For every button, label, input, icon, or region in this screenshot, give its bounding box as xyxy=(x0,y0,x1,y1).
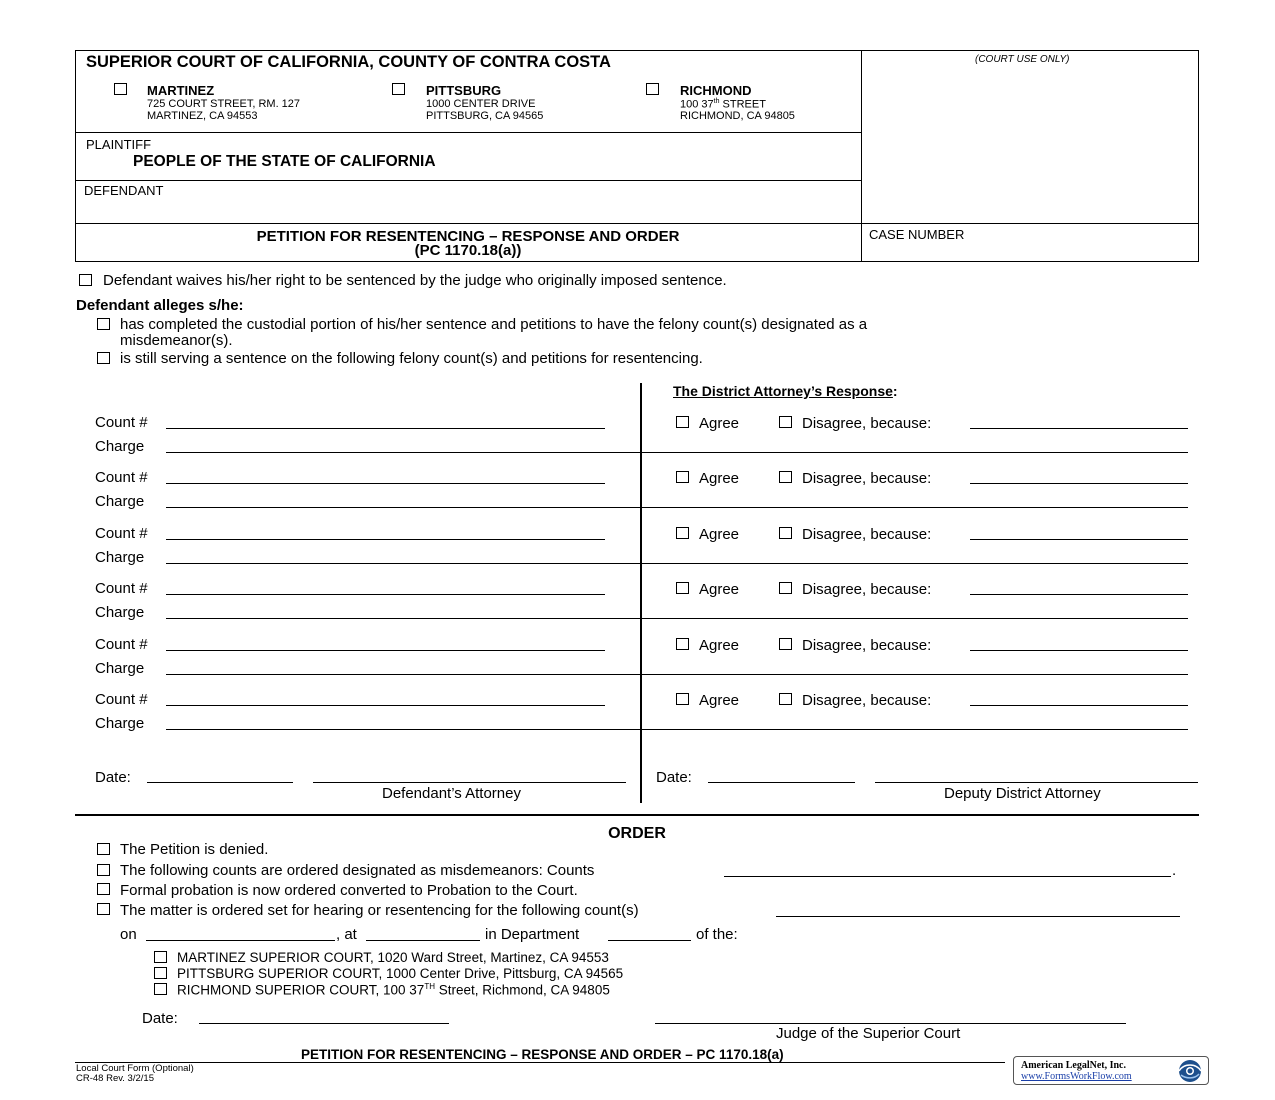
hearing-date-field[interactable] xyxy=(146,940,335,941)
disagree-reason-field[interactable] xyxy=(970,483,1188,484)
judge-signature-field[interactable] xyxy=(655,1023,1126,1024)
caption-rule xyxy=(75,180,861,181)
alleges-heading: Defendant alleges s/he: xyxy=(76,297,244,314)
agree-label: Agree xyxy=(699,692,740,709)
disagree-reason-field[interactable] xyxy=(970,705,1188,706)
hearing-counts-field[interactable] xyxy=(776,916,1180,917)
logo-url[interactable]: www.FormsWorkFlow.com xyxy=(1021,1071,1132,1082)
charge-field[interactable] xyxy=(166,507,1188,508)
order-hearing-checkbox[interactable] xyxy=(97,903,110,915)
count-label: Count # xyxy=(95,414,148,431)
pittsburg-checkbox[interactable] xyxy=(392,83,405,95)
count-number-field[interactable] xyxy=(166,650,605,651)
agree-checkbox[interactable] xyxy=(676,416,689,428)
american-legalnet-logo[interactable] xyxy=(1013,1056,1209,1085)
order-denied-checkbox[interactable] xyxy=(97,843,110,855)
charge-field[interactable] xyxy=(166,452,1188,453)
hearing-time-field[interactable] xyxy=(366,940,480,941)
form-title: PETITION FOR RESENTENCING – RESPONSE AND ORDER xyxy=(256,228,680,245)
count-label: Count # xyxy=(95,525,148,542)
agree-checkbox[interactable] xyxy=(676,693,689,705)
disagree-checkbox[interactable] xyxy=(779,471,792,483)
period: . xyxy=(1172,862,1177,879)
court-title: SUPERIOR COURT OF CALIFORNIA, COUNTY OF CONTRA COSTA xyxy=(86,53,611,71)
footer-rule xyxy=(75,1062,1005,1063)
count-number-field[interactable] xyxy=(166,428,605,429)
order-denied-text: The Petition is denied. xyxy=(120,841,269,858)
deputy-da-label: Deputy District Attorney xyxy=(944,785,1101,802)
defendant-label: DEFENDANT xyxy=(84,183,164,198)
on-label: on xyxy=(120,926,137,943)
misdemeanor-counts-field[interactable] xyxy=(724,876,1171,877)
at-label: , at xyxy=(336,926,357,943)
count-label: Count # xyxy=(95,580,148,597)
disagree-checkbox[interactable] xyxy=(779,416,792,428)
disagree-label: Disagree, because: xyxy=(802,692,932,709)
location-richmond-address: 100 37th STREET xyxy=(680,98,766,111)
agree-checkbox[interactable] xyxy=(676,582,689,594)
of-the-label: of the: xyxy=(696,926,738,943)
disagree-checkbox[interactable] xyxy=(779,527,792,539)
department-field[interactable] xyxy=(608,940,691,941)
order-heading: ORDER xyxy=(608,825,666,842)
disagree-checkbox[interactable] xyxy=(779,693,792,705)
logo-name: American LegalNet, Inc. xyxy=(1021,1060,1126,1071)
da-signature-field[interactable] xyxy=(875,782,1198,783)
da-date-label: Date: xyxy=(656,769,692,786)
martinez-checkbox[interactable] xyxy=(114,83,127,95)
still-serving-checkbox[interactable] xyxy=(97,352,110,364)
custodial-complete-checkbox[interactable] xyxy=(97,318,110,330)
agree-label: Agree xyxy=(699,470,740,487)
defendant-attorney-label: Defendant’s Attorney xyxy=(382,785,521,802)
defense-signature-field[interactable] xyxy=(313,782,626,783)
plaintiff-label: PLAINTIFF xyxy=(86,137,152,152)
department-label: in Department xyxy=(485,926,580,943)
charge-label: Charge xyxy=(95,604,145,621)
court-use-only-label: (COURT USE ONLY) xyxy=(975,54,1070,65)
disagree-checkbox[interactable] xyxy=(779,582,792,594)
custodial-complete-text: has completed the custodial portion of his/her sentence and petitions to have the felony count(s) designated as a xyxy=(120,316,868,333)
location-richmond-city: RICHMOND, CA 94805 xyxy=(680,110,795,122)
footer-local-form: Local Court Form (Optional) xyxy=(76,1063,194,1074)
charge-label: Charge xyxy=(95,660,145,677)
waiver-checkbox[interactable] xyxy=(79,274,92,286)
court-martinez-text: MARTINEZ SUPERIOR COURT, 1020 Ward Street, Martinez, CA 94553 xyxy=(177,950,609,965)
agree-label: Agree xyxy=(699,415,740,432)
defense-date-label: Date: xyxy=(95,769,131,786)
disagree-reason-field[interactable] xyxy=(970,594,1188,595)
disagree-label: Disagree, because: xyxy=(802,637,932,654)
count-number-field[interactable] xyxy=(166,483,605,484)
location-pittsburg-city: PITTSBURG, CA 94565 xyxy=(426,110,544,122)
da-date-field[interactable] xyxy=(708,782,855,783)
order-hearing-text: The matter is ordered set for hearing or resentencing for the following count(s) xyxy=(120,902,639,919)
agree-label: Agree xyxy=(699,581,740,598)
plaintiff-value: PEOPLE OF THE STATE OF CALIFORNIA xyxy=(133,153,436,170)
charge-field[interactable] xyxy=(166,618,1188,619)
agree-label: Agree xyxy=(699,526,740,543)
count-number-field[interactable] xyxy=(166,594,605,595)
form-subtitle: (PC 1170.18(a)) xyxy=(414,242,522,259)
disagree-label: Disagree, because: xyxy=(802,526,932,543)
caption-rule xyxy=(75,132,861,133)
order-misdemeanor-text: The following counts are ordered designated as misdemeanors: Counts xyxy=(120,862,595,879)
case-number-label: CASE NUMBER xyxy=(869,227,965,242)
location-martinez-name: MARTINEZ xyxy=(147,83,215,98)
location-richmond-name: RICHMOND xyxy=(680,83,752,98)
charge-field[interactable] xyxy=(166,729,1188,730)
court-richmond-text: RICHMOND SUPERIOR COURT, 100 37TH Street, Richmond, CA 94805 xyxy=(177,982,610,998)
footer-revision: CR-48 Rev. 3/2/15 xyxy=(76,1073,154,1084)
disagree-checkbox[interactable] xyxy=(779,638,792,650)
case-number-field[interactable] xyxy=(866,242,1196,260)
charge-label: Charge xyxy=(95,438,145,455)
count-number-field[interactable] xyxy=(166,539,605,540)
location-martinez-city: MARTINEZ, CA 94553 xyxy=(147,110,258,122)
location-martinez-address: 725 COURT STREET, RM. 127 xyxy=(147,98,301,110)
location-pittsburg-address: 1000 CENTER DRIVE xyxy=(426,98,536,110)
still-serving-text: is still serving a sentence on the following felony count(s) and petitions for resentencing. xyxy=(120,350,703,367)
count-label: Count # xyxy=(95,469,148,486)
globe-icon xyxy=(1174,1058,1206,1084)
section-separator xyxy=(75,814,1199,816)
caption-divider xyxy=(861,50,862,262)
order-probation-checkbox[interactable] xyxy=(97,883,110,895)
disagree-label: Disagree, because: xyxy=(802,415,932,432)
charge-label: Charge xyxy=(95,493,145,510)
column-divider xyxy=(640,383,642,803)
da-response-heading: The District Attorney’s Response: xyxy=(673,383,898,399)
charge-label: Charge xyxy=(95,715,145,732)
court-richmond-checkbox[interactable] xyxy=(154,983,167,995)
caption-rule xyxy=(75,223,1199,224)
disagree-reason-field[interactable] xyxy=(970,539,1188,540)
disagree-label: Disagree, because: xyxy=(802,470,932,487)
charge-field[interactable] xyxy=(166,674,1188,675)
order-probation-text: Formal probation is now ordered converted to Probation to the Court. xyxy=(120,882,578,899)
waiver-text: Defendant waives his/her right to be sentenced by the judge who originally imposed sentence. xyxy=(103,272,727,289)
court-pittsburg-checkbox[interactable] xyxy=(154,967,167,979)
disagree-label: Disagree, because: xyxy=(802,581,932,598)
charge-field[interactable] xyxy=(166,563,1188,564)
order-misdemeanor-checkbox[interactable] xyxy=(97,864,110,876)
defense-date-field[interactable] xyxy=(147,782,293,783)
defendant-field[interactable] xyxy=(80,196,850,220)
agree-checkbox[interactable] xyxy=(676,638,689,650)
court-pittsburg-text: PITTSBURG SUPERIOR COURT, 1000 Center Drive, Pittsburg, CA 94565 xyxy=(177,966,624,981)
charge-label: Charge xyxy=(95,549,145,566)
count-label: Count # xyxy=(95,636,148,653)
location-pittsburg-name: PITTSBURG xyxy=(426,83,502,98)
richmond-checkbox[interactable] xyxy=(646,83,659,95)
footer-form-title: PETITION FOR RESENTENCING – RESPONSE AND ORDER – PC 1170.18(a) xyxy=(301,1047,784,1062)
custodial-complete-text-cont: misdemeanor(s). xyxy=(120,332,233,349)
order-date-label: Date: xyxy=(142,1010,178,1027)
disagree-reason-field[interactable] xyxy=(970,650,1188,651)
order-date-field[interactable] xyxy=(199,1023,449,1024)
count-label: Count # xyxy=(95,691,148,708)
count-number-field[interactable] xyxy=(166,705,605,706)
agree-label: Agree xyxy=(699,637,740,654)
agree-checkbox[interactable] xyxy=(676,471,689,483)
agree-checkbox[interactable] xyxy=(676,527,689,539)
judge-label: Judge of the Superior Court xyxy=(776,1025,961,1042)
court-martinez-checkbox[interactable] xyxy=(154,951,167,963)
disagree-reason-field[interactable] xyxy=(970,428,1188,429)
